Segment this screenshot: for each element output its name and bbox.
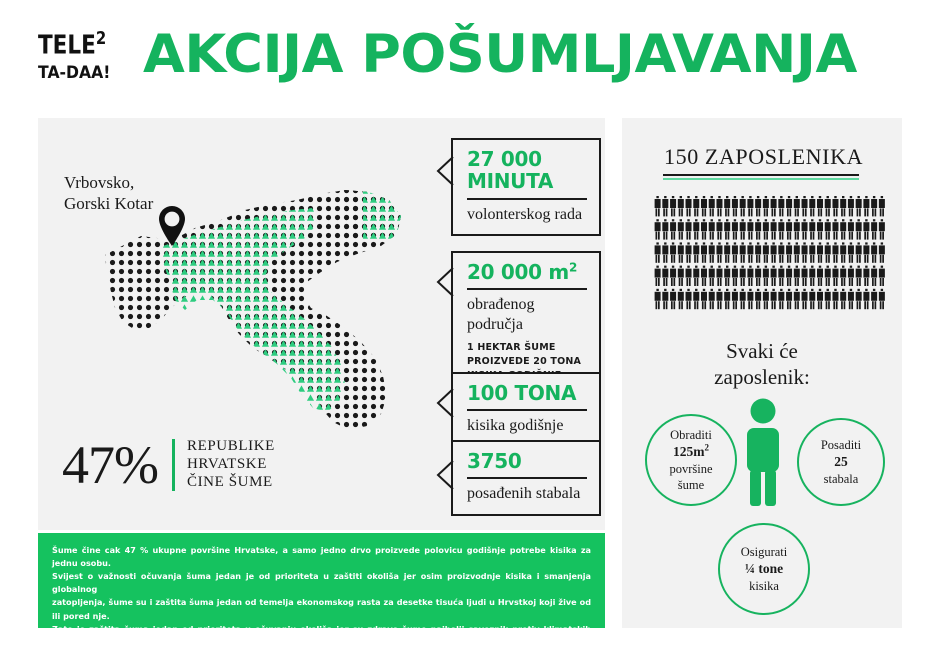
stat-number-superscript: 2 [568,260,578,275]
stat-note-line-1: 1 HEKTAR ŠUME [467,342,556,354]
person-icon [771,266,777,286]
person-icon [678,266,684,286]
person-icon [716,289,722,309]
circle-bottom-line-3: kisika [749,578,779,593]
person-icon [732,196,738,216]
person-icon [716,242,722,262]
circle-oxygen-secured [718,523,810,615]
person-icon [709,219,715,239]
stat-number [467,148,587,193]
person-icon [755,266,761,286]
person-icon [817,196,823,216]
map-location-label [64,172,234,215]
person-icon [809,242,815,262]
person-icon [755,219,761,239]
person-icon [747,266,753,286]
person-icon [794,266,800,286]
person-icon [817,289,823,309]
forest-percentage-block [62,435,275,495]
logo-tagline: TA-DAA! [38,62,111,83]
person-icon [771,289,777,309]
person-icon [879,242,885,262]
stat-divider [467,288,587,290]
person-icon [740,242,746,262]
person-icon [840,219,846,239]
page-title: AKCIJA POŠUMLJAVANJA [143,24,857,85]
person-icon [840,289,846,309]
circle-right-value: 25 [834,454,848,470]
person-icon [825,289,831,309]
person-icon [840,242,846,262]
callout-arrow-icon [436,156,454,186]
person-icon [732,219,738,239]
person-icon [848,242,854,262]
person-icon [655,242,661,262]
person-icon [678,219,684,239]
person-icon [809,289,815,309]
person-icon [670,266,676,286]
person-icon [863,219,869,239]
person-icon [709,242,715,262]
person-icon [670,196,676,216]
each-employee-title-line-2: zaposlenik: [714,365,810,390]
person-icon [686,289,692,309]
stat-number: 20 000 $m^2$ [467,260,578,284]
person-icon [832,266,838,286]
person-icon [709,196,715,216]
stat-box-volunteer-minutes [451,138,601,236]
person-icon [701,289,707,309]
percentage-caption-line-2: HRVATSKE [186,456,267,473]
person-icon [662,196,668,216]
person-icon [655,266,661,286]
person-icon [871,219,877,239]
person-icon [709,289,715,309]
person-icon [716,196,722,216]
circle-area-treated [645,414,737,506]
person-icon [809,266,815,286]
person-icon [825,219,831,239]
person-icon [825,266,831,286]
percentage-caption-line-1: REPUBLIKE [186,438,275,455]
stat-description: posađenih stabala [467,485,581,503]
person-icon [817,219,823,239]
circle-left-value: $125m^2$ [673,442,709,460]
person-icon [786,219,792,239]
stat-note-line-2: PROIZVEDE 20 TONA [467,356,582,368]
person-icon [655,196,661,216]
person-icon [856,289,862,309]
person-icon [732,266,738,286]
person-icon [724,242,730,262]
footer-line-2: Svijest o važnosti očuvanja šuma jedan je od prioriteta u zaštiti okoliša jer osim proizvodnje kisika i smanjenja globalnog [52,571,591,595]
percentage-caption [187,438,275,491]
stat-divider [467,409,587,411]
person-icon [802,196,808,216]
circle-left-line-4: šume [677,478,705,493]
person-icon [848,289,854,309]
person-icon [879,196,885,216]
employees-underline-dark [663,174,859,176]
person-icon [701,266,707,286]
person-icon [771,242,777,262]
person-icon [724,289,730,309]
person-icon [840,196,846,216]
person-icon [840,266,846,286]
person-icon [724,266,730,286]
person-icon [755,289,761,309]
each-employee-title [622,338,902,390]
person-icon [863,289,869,309]
person-icon [693,196,699,216]
person-icon [832,219,838,239]
person-icon [763,266,769,286]
person-icon [778,242,784,262]
person-icon [871,266,877,286]
person-icon [662,289,668,309]
person-icon [693,242,699,262]
circle-left-line-3: površine [669,461,713,476]
employees-title: 150 ZAPOSLENIKA [664,144,864,169]
person-icon [778,266,784,286]
stat-number: 100 TONA [467,381,577,405]
logo-wordmark: TELE$^2$ [38,28,107,61]
person-icon [740,219,746,239]
person-icon [701,196,707,216]
person-icon [732,289,738,309]
circle-bottom-line-1: Osigurati [740,544,788,559]
person-icon [755,196,761,216]
person-icon [786,196,792,216]
person-icon [686,266,692,286]
callout-arrow-icon [436,460,454,490]
person-icon [848,196,854,216]
person-icon [678,196,684,216]
stat-number-line-2: MINUTA [467,169,554,194]
page-header [0,0,940,110]
person-icon [778,196,784,216]
circle-trees-planted [797,418,885,506]
stat-divider [467,477,587,479]
person-icon [763,219,769,239]
person-icon [740,196,746,216]
footer-line-5: a samo odgovornim gospodarenjem moći ćemo ih sačuvati za buduće generacije. [52,649,423,660]
person-icon [655,289,661,309]
person-icon [871,289,877,309]
person-icon [747,242,753,262]
person-icon [655,219,661,239]
person-icon [832,196,838,216]
person-icon [709,266,715,286]
person-icon [786,266,792,286]
person-icon [794,196,800,216]
tele2-logo [38,30,148,83]
person-icon [809,219,815,239]
person-icon [701,242,707,262]
person-icon [856,196,862,216]
person-icon [771,219,777,239]
percentage-caption-line-3: ČINE ŠUME [186,473,273,490]
person-icon [662,266,668,286]
footer-line-4: Zato je zaštita šuma jedan od prioriteta u očuvanju okoliša jer su zdrave šume najbolji saveznik protiv klimatskih promjena, [52,623,591,647]
stat-divider [467,198,587,200]
person-icon [771,196,777,216]
person-icon [747,219,753,239]
person-icon [879,219,885,239]
person-icon [755,242,761,262]
person-icon [716,219,722,239]
person-icon [817,266,823,286]
circle-left-line-1: Obraditi [670,427,712,442]
person-icon [686,242,692,262]
location-line-1: Vrbovsko, [64,173,135,192]
person-icon [670,219,676,239]
person-icon [732,242,738,262]
person-icon [693,289,699,309]
person-icon [809,196,815,216]
person-icon [740,289,746,309]
person-icon [786,242,792,262]
person-icon [848,266,854,286]
logo-exponent: 2 [95,28,107,49]
person-icon [825,242,831,262]
percentage-divider [172,439,175,491]
person-icon [794,289,800,309]
person-icon [817,242,823,262]
circle-right-line-3: stabala [823,471,859,486]
person-icon [716,266,722,286]
person-icon [701,219,707,239]
person-icon [794,242,800,262]
person-icon [763,242,769,262]
circle-right-line-1: Posaditi [820,437,862,452]
person-icon [856,266,862,286]
stat-box-trees-planted [451,440,601,516]
person-icon [740,266,746,286]
person-icon [863,266,869,286]
person-icon [863,242,869,262]
person-icon [670,289,676,309]
person-icon [856,242,862,262]
person-icon [693,266,699,286]
person-icon [778,289,784,309]
person-icon [662,242,668,262]
person-icon [763,289,769,309]
person-icon [863,196,869,216]
person-icon [670,242,676,262]
employees-pictogram-grid [654,196,886,312]
person-icon [802,242,808,262]
footer-line-1: Šume čine cak 47 % ukupne površine Hrvatske, a samo jedno drvo proizvede polovicu godišnje potrebe kisika za jednu osobu. [52,545,591,569]
person-icon [802,289,808,309]
person-figure-icon [741,398,785,506]
person-icon [856,219,862,239]
each-employee-title-line-1: Svaki će [726,339,798,363]
stat-box-oxygen-tons [451,372,601,448]
person-icon [832,289,838,309]
stat-description: volonterskog rada [467,205,583,223]
person-icon [724,219,730,239]
person-icon [747,196,753,216]
stat-number-line-1: 27 000 [467,147,542,171]
person-icon [802,266,808,286]
person-icon [848,219,854,239]
circle-bottom-value: ¼ tone [744,561,784,577]
footer-text-block [38,533,605,660]
person-icon [662,219,668,239]
person-icon [871,196,877,216]
person-icon [802,219,808,239]
person-icon [678,289,684,309]
callout-arrow-icon [436,267,454,297]
footer-line-3: zatopljenja, šume su i zaštita šuma jedan od temelja ekonomskog rasta za desetke tisuća ljudi u Hrvstkoj koji žive od ili pored nje. [52,597,591,621]
percentage-value: 47% [62,435,158,495]
stat-number: 3750 [467,449,522,473]
person-icon [686,196,692,216]
person-icon [832,242,838,262]
location-line-2: Gorski Kotar [64,194,154,214]
person-icon [794,219,800,239]
person-icon [763,196,769,216]
stat-description: obrađenog područja [467,296,535,333]
person-icon [693,219,699,239]
person-icon [879,266,885,286]
person-icon [678,242,684,262]
person-icon [871,242,877,262]
person-icon [724,196,730,216]
person-icon [778,219,784,239]
person-icon [747,289,753,309]
employees-underline-green [663,178,859,180]
person-icon [825,196,831,216]
callout-arrow-icon [436,388,454,418]
person-icon [786,289,792,309]
person-icon [686,219,692,239]
stat-description: kisika godišnje [467,417,564,435]
person-icon [879,289,885,309]
